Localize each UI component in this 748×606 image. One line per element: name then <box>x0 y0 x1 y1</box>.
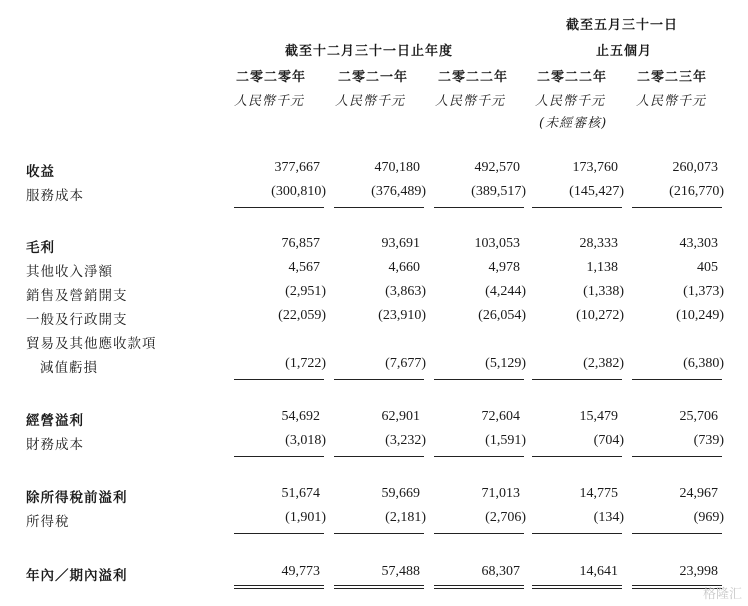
cell-profit-for-period-1: 49,773 <box>281 564 320 579</box>
rule-subtotal-4-col3 <box>434 533 524 534</box>
rule-subtotal-3-col4 <box>532 456 622 457</box>
row-label-selling-expenses: 銷售及營銷開支 <box>26 288 128 304</box>
rule-subtotal-3-col2 <box>334 456 424 457</box>
cell-profit-before-tax-1: 51,674 <box>281 486 320 501</box>
cell-gross-profit-3: 103,053 <box>474 236 520 251</box>
row-label-profit-before-tax: 除所得稅前溢利 <box>26 490 128 506</box>
column-year-4: 二零二二年 <box>537 70 608 85</box>
header-period-fy: 截至十二月三十一日止年度 <box>285 44 454 59</box>
cell-impairment-4: (2,382) <box>583 356 624 371</box>
rule-total-b-col2 <box>334 588 424 589</box>
cell-finance-costs-5: (739) <box>693 433 724 448</box>
cell-cost-of-services-2: (376,489) <box>371 184 426 199</box>
rule-total-b-col4 <box>532 588 622 589</box>
cell-finance-costs-4: (704) <box>593 433 624 448</box>
header-period-5m-line2: 止五個月 <box>596 44 653 59</box>
cell-profit-before-tax-2: 59,669 <box>381 486 420 501</box>
cell-gross-profit-1: 76,857 <box>281 236 320 251</box>
rule-subtotal-1-col3 <box>434 207 524 208</box>
row-label-income-tax: 所得稅 <box>26 514 70 530</box>
rule-total-b-col3 <box>434 588 524 589</box>
cell-income-tax-3: (2,706) <box>485 510 526 525</box>
column-year-1: 二零二零年 <box>236 70 307 85</box>
column-note-unaudited: (未經審核) <box>539 116 608 131</box>
column-unit-3: 人民幣千元 <box>435 94 506 109</box>
cell-profit-for-period-3: 68,307 <box>481 564 520 579</box>
cell-admin-expenses-4: (10,272) <box>576 308 624 323</box>
cell-income-tax-5: (969) <box>693 510 724 525</box>
rule-total-a-col4 <box>532 585 622 586</box>
cell-operating-profit-2: 62,901 <box>381 409 420 424</box>
cell-profit-before-tax-3: 71,013 <box>481 486 520 501</box>
cell-operating-profit-1: 54,692 <box>281 409 320 424</box>
rule-subtotal-4-col4 <box>532 533 622 534</box>
row-label-profit-for-period: 年內／期內溢利 <box>26 568 128 584</box>
cell-profit-for-period-4: 14,641 <box>579 564 618 579</box>
cell-selling-expenses-2: (3,863) <box>385 284 426 299</box>
cell-gross-profit-2: 93,691 <box>381 236 420 251</box>
rule-subtotal-1-col1 <box>234 207 324 208</box>
cell-finance-costs-2: (3,232) <box>385 433 426 448</box>
cell-revenue-1: 377,667 <box>274 160 320 175</box>
cell-impairment-5: (6,380) <box>683 356 724 371</box>
rule-total-a-col1 <box>234 585 324 586</box>
rule-subtotal-2-col2 <box>334 379 424 380</box>
header-period-5m-line1: 截至五月三十一日 <box>566 18 679 33</box>
row-label-finance-costs: 財務成本 <box>26 437 84 453</box>
row-label-cost-of-services: 服務成本 <box>26 188 84 204</box>
rule-subtotal-3-col1 <box>234 456 324 457</box>
cell-profit-before-tax-5: 24,967 <box>679 486 718 501</box>
row-label-impairment: 減值虧損 <box>40 360 98 376</box>
rule-subtotal-2-col4 <box>532 379 622 380</box>
cell-finance-costs-1: (3,018) <box>285 433 326 448</box>
rule-subtotal-3-col3 <box>434 456 524 457</box>
cell-selling-expenses-1: (2,951) <box>285 284 326 299</box>
cell-operating-profit-4: 15,479 <box>579 409 618 424</box>
cell-other-income-1: 4,567 <box>288 260 320 275</box>
cell-admin-expenses-3: (26,054) <box>478 308 526 323</box>
rule-subtotal-1-col5 <box>632 207 722 208</box>
rule-total-a-col3 <box>434 585 524 586</box>
cell-revenue-3: 492,570 <box>474 160 520 175</box>
rule-subtotal-2-col1 <box>234 379 324 380</box>
cell-revenue-4: 173,760 <box>572 160 618 175</box>
cell-selling-expenses-4: (1,338) <box>583 284 624 299</box>
cell-finance-costs-3: (1,591) <box>485 433 526 448</box>
column-year-2: 二零二一年 <box>338 70 409 85</box>
row-label-revenue: 收益 <box>26 164 55 180</box>
row-label-admin-expenses: 一般及行政開支 <box>26 312 128 328</box>
cell-operating-profit-3: 72,604 <box>481 409 520 424</box>
cell-cost-of-services-3: (389,517) <box>471 184 526 199</box>
cell-impairment-3: (5,129) <box>485 356 526 371</box>
cell-other-income-2: 4,660 <box>388 260 420 275</box>
cell-gross-profit-5: 43,303 <box>679 236 718 251</box>
cell-impairment-1: (1,722) <box>285 356 326 371</box>
row-label-receivables: 貿易及其他應收款項 <box>26 336 157 352</box>
column-unit-1: 人民幣千元 <box>234 94 305 109</box>
cell-admin-expenses-2: (23,910) <box>378 308 426 323</box>
column-unit-2: 人民幣千元 <box>335 94 406 109</box>
cell-impairment-2: (7,677) <box>385 356 426 371</box>
cell-operating-profit-5: 25,706 <box>679 409 718 424</box>
cell-profit-for-period-5: 23,998 <box>679 564 718 579</box>
rule-total-b-col1 <box>234 588 324 589</box>
rule-subtotal-4-col5 <box>632 533 722 534</box>
rule-subtotal-3-col5 <box>632 456 722 457</box>
cell-cost-of-services-1: (300,810) <box>271 184 326 199</box>
cell-admin-expenses-5: (10,249) <box>676 308 724 323</box>
rule-total-a-col2 <box>334 585 424 586</box>
cell-other-income-3: 4,978 <box>488 260 520 275</box>
cell-revenue-5: 260,073 <box>672 160 718 175</box>
column-year-3: 二零二二年 <box>438 70 509 85</box>
cell-income-tax-4: (134) <box>593 510 624 525</box>
rule-subtotal-1-col2 <box>334 207 424 208</box>
column-year-5: 二零二三年 <box>637 70 708 85</box>
cell-income-tax-2: (2,181) <box>385 510 426 525</box>
cell-selling-expenses-5: (1,373) <box>683 284 724 299</box>
rule-subtotal-4-col2 <box>334 533 424 534</box>
cell-admin-expenses-1: (22,059) <box>278 308 326 323</box>
cell-profit-before-tax-4: 14,775 <box>579 486 618 501</box>
watermark: 格隆汇 <box>702 587 742 602</box>
row-label-operating-profit: 經營溢利 <box>26 413 84 429</box>
rule-subtotal-2-col5 <box>632 379 722 380</box>
column-unit-4: 人民幣千元 <box>535 94 606 109</box>
cell-profit-for-period-2: 57,488 <box>381 564 420 579</box>
cell-other-income-5: 405 <box>697 260 718 275</box>
row-label-gross-profit: 毛利 <box>26 240 55 256</box>
rule-subtotal-2-col3 <box>434 379 524 380</box>
row-label-other-income: 其他收入淨額 <box>26 264 113 280</box>
cell-income-tax-1: (1,901) <box>285 510 326 525</box>
column-unit-5: 人民幣千元 <box>636 94 707 109</box>
cell-cost-of-services-4: (145,427) <box>569 184 624 199</box>
cell-other-income-4: 1,138 <box>586 260 618 275</box>
cell-gross-profit-4: 28,333 <box>579 236 618 251</box>
cell-selling-expenses-3: (4,244) <box>485 284 526 299</box>
rule-subtotal-4-col1 <box>234 533 324 534</box>
cell-cost-of-services-5: (216,770) <box>669 184 724 199</box>
rule-subtotal-1-col4 <box>532 207 622 208</box>
cell-revenue-2: 470,180 <box>374 160 420 175</box>
